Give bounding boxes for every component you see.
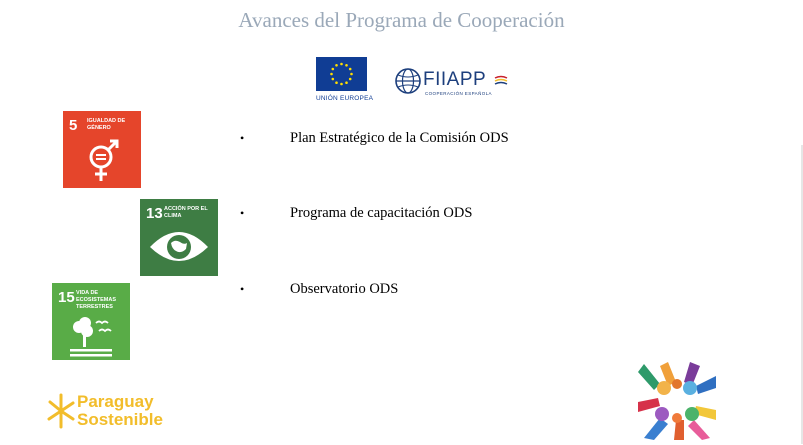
sdg-15-tile [52,283,130,360]
globe-icon [394,67,422,95]
sostenible-line: Sostenible [77,410,163,429]
bullet-item-observatorio: Observatorio ODS [290,281,399,297]
paraguay-sostenible-logo [47,392,187,432]
sun-burst-icon [47,393,75,429]
fiiapp-name: FIIAPP [423,69,487,90]
paraguay-line: Paraguay [77,392,154,411]
paraguay-sostenible-text [77,393,163,429]
gender-equality-icon [63,111,141,188]
sdg-5-tile [63,111,141,188]
sdg-label: IGUALDAD DE GÉNERO [87,118,126,131]
sdg-label: ACCIÓN POR EL CLIMA [164,206,208,219]
joined-hands-image [638,362,716,440]
tree-birds-icon [52,283,130,360]
bullet-marker: • [240,282,245,296]
eu-label: UNIÓN EUROPEA [316,95,374,102]
eu-flag-icon [316,57,367,91]
sdg-13-tile [140,199,218,276]
sdg-number: 5 [69,117,78,134]
fiiapp-logo [393,66,513,100]
sdg-label: VIDA DE ECOSISTEMAS TERRESTRES [76,290,117,310]
eye-earth-icon [140,199,218,276]
slide-title: Avances del Programa de Cooperación [238,8,565,32]
spain-coop-mark-icon [494,75,508,85]
bullet-marker: • [240,206,245,220]
fiiapp-subtitle: COOPERACIÓN ESPAÑOLA [425,91,492,96]
sdg-number: 13 [146,205,163,222]
bullet-item-plan: Plan Estratégico de la Comisión ODS [290,130,509,146]
eu-logo [316,57,374,102]
bullet-item-programa: Programa de capacitación ODS [290,205,473,221]
sdg-number: 15 [58,289,75,306]
bullet-marker: • [240,131,245,145]
